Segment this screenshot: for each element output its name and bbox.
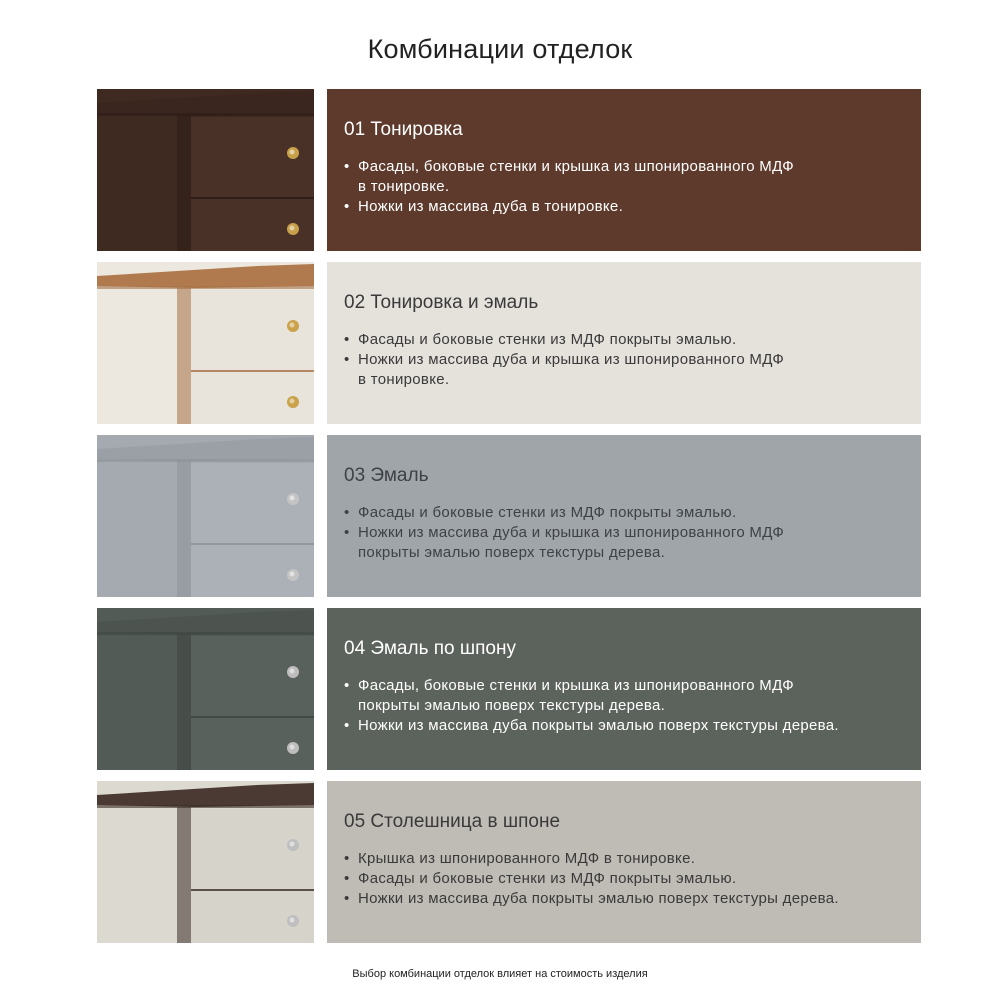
finish-title: 03 Эмаль [344, 465, 429, 486]
bullet-text: Ножки из массива дуба в тонировке. [358, 198, 624, 215]
finish-bullets [344, 503, 921, 563]
finish-card [327, 262, 921, 424]
finish-bullets [344, 330, 921, 390]
finish-row [97, 608, 921, 770]
finish-row [97, 435, 921, 597]
bullet-text: Фасады, боковые стенки и крышка из шпонированного МДФ в тонировке. [358, 158, 794, 195]
finish-bullets [344, 157, 921, 217]
bullet-text: Ножки из массива дуба и крышка из шпонированного МДФ в тонировке. [358, 351, 785, 388]
bullet-text: Фасады и боковые стенки из МДФ покрыты эмалью. [358, 870, 737, 887]
finish-card [327, 89, 921, 251]
finish-row [97, 262, 921, 424]
bullet-item [344, 869, 921, 889]
dresser-image [97, 262, 314, 424]
finish-card [327, 435, 921, 597]
finish-row [97, 89, 921, 251]
finish-title: 01 Тонировка [344, 119, 463, 140]
bullet-item [344, 503, 921, 523]
finish-title: 02 Тонировка и эмаль [344, 292, 539, 313]
bullet-text: Крышка из шпонированного МДФ в тонировке. [358, 850, 696, 867]
dresser-image [97, 89, 314, 251]
finish-card [327, 608, 921, 770]
bullet-item [344, 330, 921, 350]
finish-bullets [344, 849, 921, 909]
bullet-text: Ножки из массива дуба покрыты эмалью поверх текстуры дерева. [358, 717, 839, 734]
finish-title: 04 Эмаль по шпону [344, 638, 516, 659]
bullet-item [344, 676, 921, 716]
bullet-text: Фасады и боковые стенки из МДФ покрыты эмалью. [358, 331, 737, 348]
bullet-text: Фасады и боковые стенки из МДФ покрыты эмалью. [358, 504, 737, 521]
bullet-item [344, 716, 921, 736]
dresser-image [97, 608, 314, 770]
dresser-image [97, 781, 314, 943]
bullet-item [344, 523, 921, 563]
finish-title: 05 Столешница в шпоне [344, 811, 561, 832]
dresser-image [97, 435, 314, 597]
bullet-item [344, 849, 921, 869]
finish-card [327, 781, 921, 943]
bullet-item [344, 157, 921, 197]
bullet-item [344, 197, 921, 217]
finish-bullets [344, 676, 921, 736]
bullet-item [344, 889, 921, 909]
bullet-item [344, 350, 921, 390]
page-title: Комбинации отделок [367, 34, 633, 64]
bullet-text: Ножки из массива дуба покрыты эмалью поверх текстуры дерева. [358, 890, 839, 907]
bullet-text: Фасады, боковые стенки и крышка из шпонированного МДФ покрыты эмалью поверх текстуры дерева. [358, 677, 794, 714]
bullet-text: Ножки из массива дуба и крышка из шпонированного МДФ покрыты эмалью поверх текстуры дерева. [358, 524, 785, 561]
finish-row [97, 781, 921, 943]
footnote: Выбор комбинации отделок влияет на стоимость изделия [352, 968, 648, 980]
